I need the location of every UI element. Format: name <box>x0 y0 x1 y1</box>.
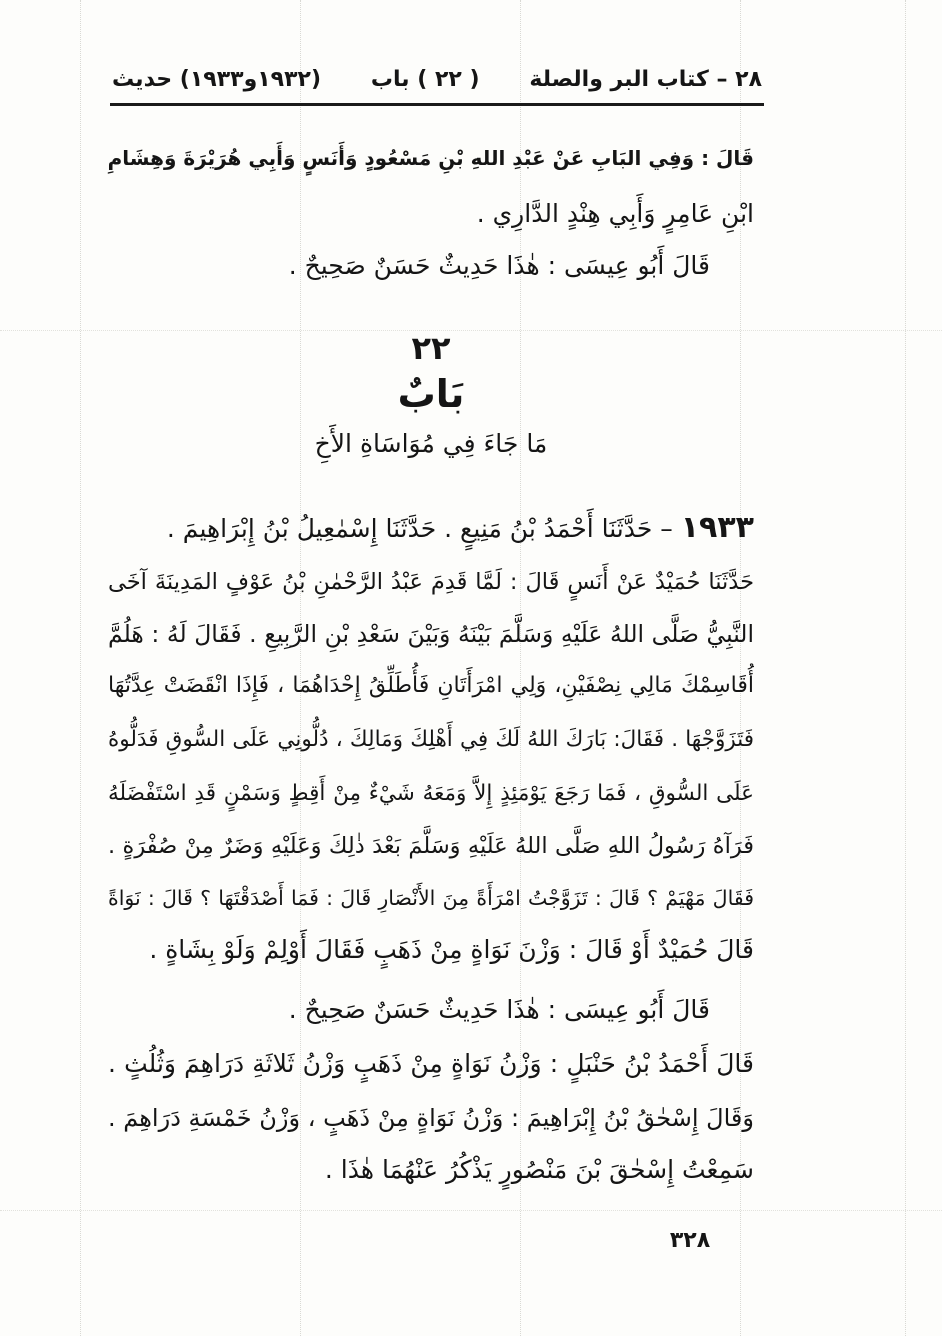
hadith-number: ١٩٣٣ <box>680 510 754 545</box>
scan-guide-line <box>905 0 906 1336</box>
header-chapter: ( ٢٢ ) باب <box>370 66 480 92</box>
running-header <box>112 56 762 102</box>
hadith-line: النَّبِيُّ صَلَّى اللهُ عَلَيْهِ وَسَلَّمَ بَيْنَهُ وَبَيْنَ سَعْدِ بْنِ الرَّبِيعِ . فَقَالَ لَهُ : هَلُمَّ <box>108 620 754 648</box>
hadith-line: – حَدَّثَنَا أَحْمَدُ بْنُ مَنِيعٍ . حَدَّثَنَا إِسْمٰعِيلُ بْنُ إِبْرَاهِيمَ . <box>166 514 673 543</box>
hadith-first-line <box>167 508 754 548</box>
header-hadith-range: (١٩٣٢و١٩٣٣) حديث <box>112 66 322 92</box>
chapter-number: ٢٢ <box>411 329 451 367</box>
header-book-title: ٢٨ – كتاب البر والصلة <box>529 66 762 92</box>
hadith-line: فَقَالَ مَهْيَمْ ؟ قَالَ : تَزَوَّجْتُ امْرَأَةً مِنَ الأَنْصَارِ قَالَ : فَمَا أَصْدَقْتَهَا ؟ قَالَ : نَوَاةً <box>108 886 754 910</box>
paragraph-line: قَالَ : وَفِي البَابِ عَنْ عَبْدِ اللهِ بْنِ مَسْعُودٍ وَأَنَسٍ وَأَبِي هُرَيْرَةَ وَهِشَامِ <box>107 146 754 170</box>
hadith-line: فَرَآهُ رَسُولُ اللهِ صَلَّى اللهُ عَلَيْهِ وَسَلَّمَ بَعْدَ ذٰلِكَ وَعَلَيْهِ وَضَرٌ مِنْ صُفْرَةٍ . <box>108 833 754 859</box>
scan-guide-line <box>80 0 81 1336</box>
chapter-title: مَا جَاءَ فِي مُوَاسَاةِ الأَخِ <box>314 429 548 458</box>
hadith-line: فَتَزَوَّجْهَا . فَقَالَ: بَارَكَ اللهُ لَكَ فِي أَهْلِكَ وَمَالِكَ ، دُلُّونِي عَلَى السُّوقِ فَدَلُّوهُ <box>108 727 754 752</box>
scan-guide-line <box>0 1210 942 1211</box>
paragraph-line: ابْنِ عَامِرٍ وَأَبِي هِنْدٍ الدَّارِي . <box>476 199 754 228</box>
hadith-line: أُقَاسِمْكَ مَالِي نِصْفَيْنِ، وَلِي امْرَأَتَانِ فَأُطَلِّقُ إِحْدَاهُمَا ، فَإِذَا انْقَضَتْ عِدَّتُهَا <box>108 673 754 698</box>
note-line: سَمِعْتُ إِسْحٰقَ بْنَ مَنْصُورٍ يَذْكُرُ عَنْهُمَا هٰذَا . <box>324 1155 754 1184</box>
chapter-word: بَابٌ <box>397 372 465 416</box>
header-rule <box>110 103 764 106</box>
hadith-line: قَالَ حُمَيْدٌ أَوْ قَالَ : وَزْنَ نَوَاةٍ مِنْ ذَهَبٍ فَقَالَ أَوْلِمْ وَلَوْ بِشَاةٍ . <box>149 935 754 964</box>
hadith-line: عَلَى السُّوقِ ، فَمَا رَجَعَ يَوْمَئِذٍ إِلاَّ وَمَعَهُ شَيْءٌ مِنْ أَقِطٍ وَسَمْنٍ قَدِ اسْتَفْضَلَهُ <box>108 781 754 806</box>
page-number: ٣٢٨ <box>669 1228 711 1253</box>
note-line: قَالَ أَحْمَدُ بْنُ حَنْبَلٍ : وَزْنُ نَوَاةٍ مِنْ ذَهَبٍ وَزْنُ ثَلاثَةِ دَرَاهِمَ وَثُلُثٍ . <box>108 1049 754 1078</box>
grading-line: قَالَ أَبُو عِيسَى : هٰذَا حَدِيثٌ حَسَنٌ صَحِيحٌ . <box>288 995 710 1024</box>
grading-line: قَالَ أَبُو عِيسَى : هٰذَا حَدِيثٌ حَسَنٌ صَحِيحٌ . <box>288 251 710 280</box>
note-line: وَقَالَ إِسْحٰقُ بْنُ إِبْرَاهِيمَ : وَزْنُ نَوَاةٍ مِنْ ذَهَبٍ ، وَزْنُ خَمْسَةِ دَرَاهِمَ . <box>108 1104 754 1132</box>
hadith-line: حَدَّثَنَا حُمَيْدٌ عَنْ أَنَسٍ قَالَ : لَمَّا قَدِمَ عَبْدُ الرَّحْمٰنِ بْنُ عَوْفٍ المَدِينَةَ آخَى <box>108 569 754 595</box>
